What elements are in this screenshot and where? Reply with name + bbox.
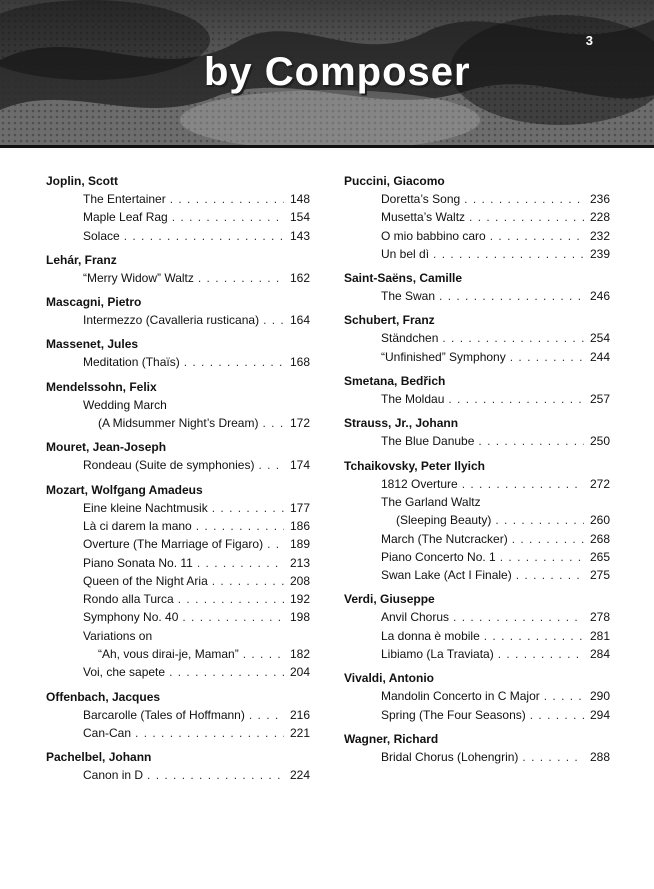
index-entry — [46, 608, 310, 626]
index-column-left — [46, 172, 310, 791]
page-ref: 228 — [589, 210, 610, 225]
piece-title: 1812 Overture — [381, 476, 458, 491]
page-ref: 257 — [589, 392, 610, 407]
dot-leader — [522, 748, 584, 766]
dot-leader — [170, 190, 284, 208]
piece-title: Eine kleine Nachtmusik — [83, 500, 208, 515]
page-ref: 216 — [289, 707, 310, 722]
composer-group — [344, 590, 610, 663]
index-entry — [46, 766, 310, 784]
page-ref: 260 — [589, 513, 610, 528]
index-entry — [344, 245, 610, 263]
index-entry — [344, 475, 610, 493]
dot-leader — [182, 608, 284, 626]
dot-leader — [262, 414, 284, 432]
page-ref: 236 — [589, 192, 610, 206]
composer-name: Puccini, Giacomo — [344, 174, 445, 188]
dot-leader — [267, 535, 284, 553]
index-entry — [46, 554, 310, 572]
page-ref: 148 — [289, 192, 310, 206]
index-entry — [46, 517, 310, 535]
piece-title: Can-Can — [83, 725, 132, 740]
index-entry — [46, 499, 310, 517]
index-entry — [46, 269, 310, 287]
page-ref: 284 — [589, 647, 610, 662]
dot-leader — [462, 475, 584, 493]
index-entry — [344, 390, 610, 408]
piece-title: Maple Leaf Rag — [83, 210, 168, 225]
index-entry — [344, 627, 610, 645]
dot-leader — [490, 227, 584, 245]
composer-group — [46, 748, 310, 784]
index-entry — [344, 329, 610, 347]
dot-leader — [478, 432, 584, 450]
index-entry — [46, 535, 310, 553]
index-entry — [344, 227, 610, 245]
composer-group — [46, 438, 310, 474]
dot-leader — [184, 353, 284, 371]
index-entry — [46, 311, 310, 329]
piece-title: Anvil Chorus — [381, 610, 450, 625]
index-entry — [46, 590, 310, 608]
piece-title: Doretta’s Song — [381, 192, 461, 206]
page-ref: 244 — [589, 349, 610, 364]
composer-group — [344, 172, 610, 263]
dot-leader — [448, 390, 584, 408]
index-entry — [344, 511, 610, 529]
piece-title: Musetta’s Waltz — [381, 210, 466, 225]
composer-name: Schubert, Franz — [344, 313, 435, 328]
piece-title-continuation: “Ah, vous dirai-je, Maman” — [98, 647, 239, 662]
index-entry — [344, 566, 610, 584]
composer-name: Mendelssohn, Felix — [46, 379, 157, 394]
dot-leader — [135, 724, 284, 742]
dot-leader — [439, 287, 584, 305]
piece-title: Symphony No. 40 — [83, 610, 179, 625]
page-ref: 143 — [289, 228, 310, 243]
index-entry — [344, 432, 610, 450]
piece-title: Piano Concerto No. 1 — [381, 549, 496, 564]
dot-leader — [530, 706, 584, 724]
index-entry — [344, 548, 610, 566]
dot-leader — [124, 227, 284, 245]
composer-name: Smetana, Bedřich — [344, 374, 446, 389]
piece-title: Ständchen — [381, 331, 439, 346]
page-ref: 208 — [289, 573, 310, 588]
page-ref: 172 — [289, 416, 310, 431]
dot-leader — [469, 208, 584, 226]
dot-leader — [249, 706, 284, 724]
piece-title: Barcarolle (Tales of Hoffmann) — [83, 707, 245, 722]
composer-group — [344, 730, 610, 766]
page-ref: 189 — [289, 537, 310, 552]
page-ref: 265 — [589, 549, 610, 564]
piece-title-continuation: (A Midsummer Night’s Dream) — [98, 416, 259, 431]
piece-title: The Moldau — [381, 392, 445, 407]
composer-name: Tchaikovsky, Peter Ilyich — [344, 458, 485, 473]
index-entry — [344, 190, 610, 208]
piece-title: The Entertainer — [83, 192, 166, 206]
dot-leader — [172, 208, 284, 226]
piece-title: Piano Sonata No. 11 — [83, 555, 193, 570]
header-banner — [0, 0, 654, 145]
index-entry — [46, 724, 310, 742]
composer-name: Wagner, Richard — [344, 731, 439, 746]
dot-leader — [258, 456, 284, 474]
index-entry — [46, 414, 310, 432]
dot-leader — [484, 627, 584, 645]
piece-title: March (The Nutcracker) — [381, 531, 508, 546]
index-entry — [344, 287, 610, 305]
piece-title-continuation: (Sleeping Beauty) — [396, 513, 492, 528]
piece-title: Un bel dì — [381, 246, 430, 261]
piece-title: Overture (The Marriage of Figaro) — [83, 537, 264, 552]
piece-title: Bridal Chorus (Lohengrin) — [381, 749, 519, 764]
composer-group — [46, 293, 310, 329]
page-number: 3 — [585, 33, 593, 48]
piece-title: Queen of the Night Aria — [83, 573, 208, 588]
header-rule — [0, 145, 654, 148]
piece-title: Meditation (Thaïs) — [83, 355, 180, 370]
composer-group — [344, 372, 610, 408]
piece-title: Swan Lake (Act I Finale) — [381, 568, 512, 583]
index-entry — [46, 663, 310, 681]
page-ref: 224 — [289, 768, 310, 783]
index-entry — [46, 645, 310, 663]
page-ref: 164 — [289, 313, 310, 328]
dot-leader — [212, 499, 284, 517]
dot-leader — [442, 329, 584, 347]
page-ref: 182 — [289, 647, 310, 662]
page-ref: 213 — [289, 555, 310, 570]
page-ref: 268 — [589, 531, 610, 546]
index-entry — [46, 190, 310, 208]
piece-title: Variations on — [83, 628, 153, 643]
composer-group — [344, 414, 610, 450]
dot-leader — [147, 766, 284, 784]
composer-name: Mascagni, Pietro — [46, 295, 142, 310]
page-ref: 232 — [589, 228, 610, 243]
index-column-right — [344, 172, 610, 772]
composer-name: Mozart, Wolfgang Amadeus — [46, 482, 203, 497]
piece-title: Rondeau (Suite de symphonies) — [83, 458, 255, 473]
piece-title: Solace — [83, 228, 120, 243]
page-ref: 192 — [289, 592, 310, 607]
page-ref: 186 — [289, 518, 310, 533]
index-entry — [344, 530, 610, 548]
dot-leader — [500, 548, 584, 566]
piece-title: Voi, che sapete — [83, 665, 166, 680]
page-ref: 162 — [289, 270, 310, 285]
index-entry — [46, 456, 310, 474]
dot-leader — [453, 608, 584, 626]
composer-group — [46, 378, 310, 433]
composer-name: Strauss, Jr., Johann — [344, 416, 459, 431]
composer-group — [344, 269, 610, 305]
page-ref: 275 — [589, 568, 610, 583]
dot-leader — [516, 566, 584, 584]
dot-leader — [544, 687, 584, 705]
dot-leader — [197, 554, 284, 572]
page-ref: 278 — [589, 610, 610, 625]
page-ref: 288 — [589, 749, 610, 764]
piece-title: Là ci darem la mano — [83, 518, 192, 533]
piece-title: Canon in D — [83, 768, 144, 783]
composer-name: Saint-Saëns, Camille — [344, 271, 463, 286]
piece-title: Intermezzo (Cavalleria rusticana) — [83, 313, 260, 328]
page-ref: 154 — [289, 210, 310, 225]
page-ref: 254 — [589, 331, 610, 346]
piece-title: “Merry Widow” Waltz — [83, 270, 194, 285]
composer-name: Vivaldi, Antonio — [344, 671, 435, 686]
piece-title: The Swan — [381, 289, 436, 304]
index-entry — [46, 706, 310, 724]
dot-leader — [169, 663, 284, 681]
dot-leader — [512, 530, 584, 548]
piece-title: Libiamo (La Traviata) — [381, 647, 494, 662]
page-ref: 281 — [589, 628, 610, 643]
piece-title: La donna è mobile — [381, 628, 480, 643]
composer-group — [46, 688, 310, 743]
composer-name: Mouret, Jean-Joseph — [46, 440, 167, 455]
composer-group — [46, 251, 310, 287]
page-ref: 221 — [289, 725, 310, 740]
dot-leader — [212, 572, 284, 590]
page-ref: 168 — [289, 355, 310, 370]
index-entry — [344, 208, 610, 226]
index-entry — [46, 227, 310, 245]
piece-title: The Blue Danube — [381, 434, 475, 449]
composer-name: Lehár, Franz — [46, 252, 117, 267]
composer-group — [46, 335, 310, 371]
dot-leader — [495, 511, 584, 529]
page-ref: 239 — [589, 246, 610, 261]
index-entry — [344, 748, 610, 766]
page-ref: 204 — [289, 665, 310, 680]
page-ref: 294 — [589, 707, 610, 722]
composer-name: Verdi, Giuseppe — [344, 592, 435, 607]
piece-title: Mandolin Concerto in C Major — [381, 689, 540, 704]
composer-group — [344, 669, 610, 724]
piece-title: Rondo alla Turca — [83, 592, 174, 607]
index-entry — [344, 348, 610, 366]
dot-leader — [263, 311, 284, 329]
composer-group — [344, 311, 610, 366]
dot-leader — [243, 645, 284, 663]
composer-name: Joplin, Scott — [46, 174, 118, 188]
piece-title: The Garland Waltz — [381, 494, 481, 509]
index-entry — [344, 706, 610, 724]
dot-leader — [498, 645, 584, 663]
dot-leader — [196, 517, 284, 535]
dot-leader — [433, 245, 584, 263]
page-ref: 272 — [589, 476, 610, 491]
index-entry — [344, 687, 610, 705]
composer-group — [46, 172, 310, 245]
page-ref: 290 — [589, 689, 610, 704]
page-ref: 246 — [589, 289, 610, 304]
page-title: by Composer — [204, 50, 471, 94]
composer-group — [344, 457, 610, 585]
index-entry — [46, 353, 310, 371]
index-entry — [344, 645, 610, 663]
index-entry — [46, 208, 310, 226]
dot-leader — [198, 269, 284, 287]
composer-name: Massenet, Jules — [46, 337, 139, 352]
index-entry — [344, 608, 610, 626]
dot-leader — [510, 348, 584, 366]
piece-title: Spring (The Four Seasons) — [381, 707, 526, 722]
dot-leader — [464, 190, 584, 208]
piece-title: Wedding March — [83, 397, 167, 412]
page-ref: 198 — [289, 610, 310, 625]
composer-name: Offenbach, Jacques — [46, 689, 161, 704]
composer-group — [46, 481, 310, 682]
page-ref: 174 — [289, 458, 310, 473]
piece-title: O mio babbino caro — [381, 228, 486, 243]
dot-leader — [178, 590, 284, 608]
page-ref: 177 — [289, 500, 310, 515]
page-ref: 250 — [589, 434, 610, 449]
composer-name: Pachelbel, Johann — [46, 750, 152, 765]
index-entry — [46, 572, 310, 590]
piece-title: “Unfinished” Symphony — [381, 349, 506, 364]
